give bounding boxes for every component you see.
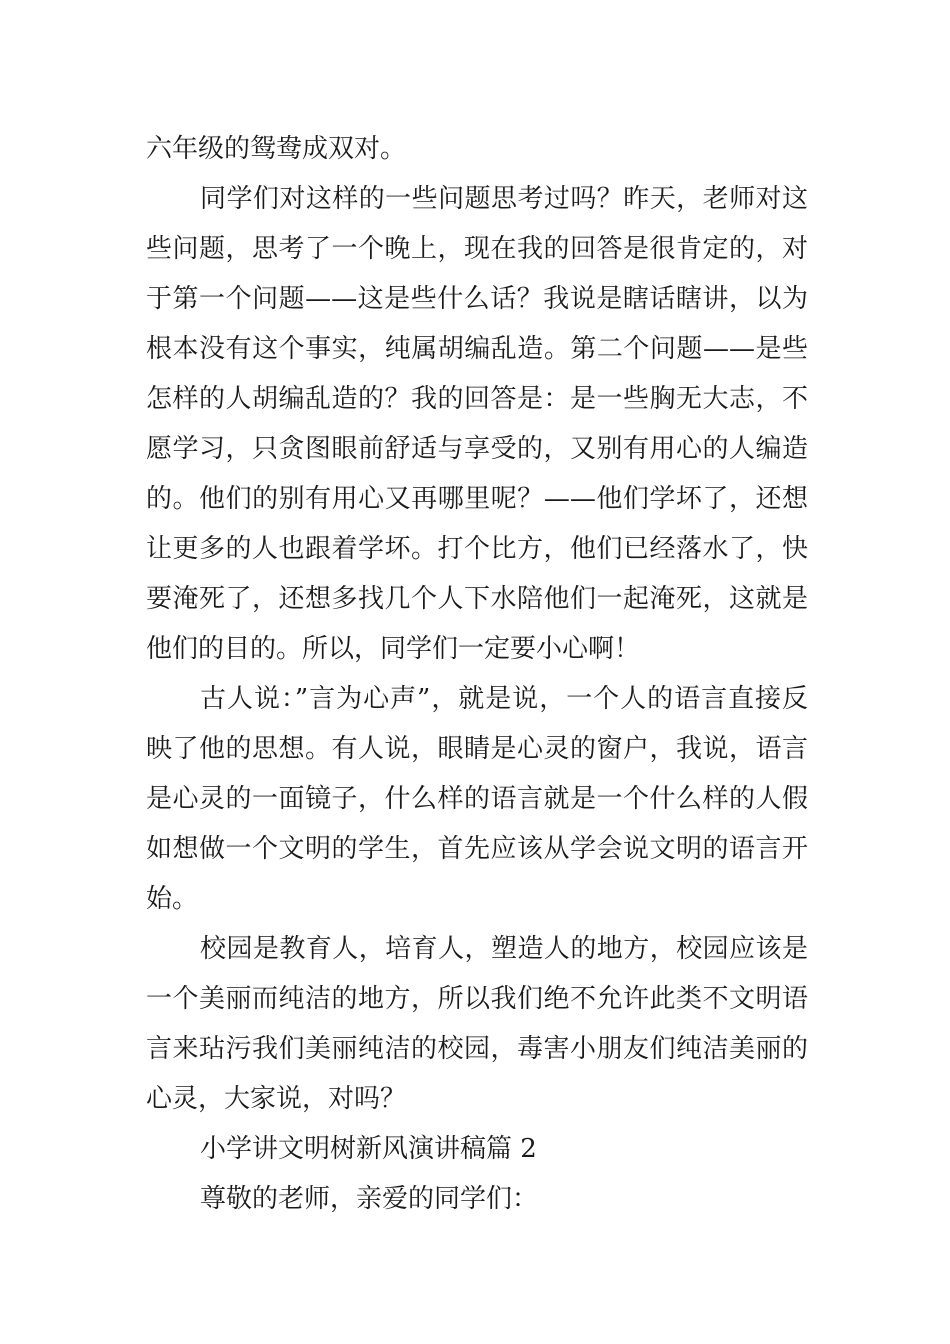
paragraph-questions: 同学们对这样的一些问题思考过吗？昨天，老师对这些问题，思考了一个晚上，现在我的回答是很肯定的，对于第一个问题——这是些什么话？我说是瞎话瞎讲，以为根本没有这个事实，纯属胡编乱造。第二个问题——是些怎样的人胡编乱造的？我的回答是：是一些胸无大志，不愿学习，只贪图眼前舒适与享受的，又别有用心的人编造的。他们的别有用心又再哪里呢？——他们学坏了，还想让更多的人也跟着学坏。打个比方，他们已经落水了，快要淹死了，还想多找几个人下水陪他们一起淹死，这就是他们的目的。所以，同学们一定要小心啊！ (146, 184, 808, 664)
document-body (146, 124, 808, 1224)
paragraph-language: 古人说：”言为心声”，就是说，一个人的语言直接反映了他的思想。有人说，眼睛是心灵的窗户，我说，语言是心灵的一面镜子，什么样的语言就是一个什么样的人假如想做一个文明的学生，首先应该从学会说文明的语言开始。 (146, 684, 808, 914)
paragraph-campus: 校园是教育人，培育人，塑造人的地方，校园应该是一个美丽而纯洁的地方，所以我们绝不允许此类不文明语言来玷污我们美丽纯洁的校园，毒害小朋友们纯洁美丽的心灵，大家说，对吗？ (146, 934, 808, 1114)
paragraph-greeting: 尊敬的老师，亲爱的同学们： (200, 1184, 539, 1214)
section-heading: 小学讲文明树新风演讲稿篇 2 (200, 1134, 537, 1164)
paragraph-continuation: 六年级的鸳鸯成双对。 (146, 134, 407, 164)
